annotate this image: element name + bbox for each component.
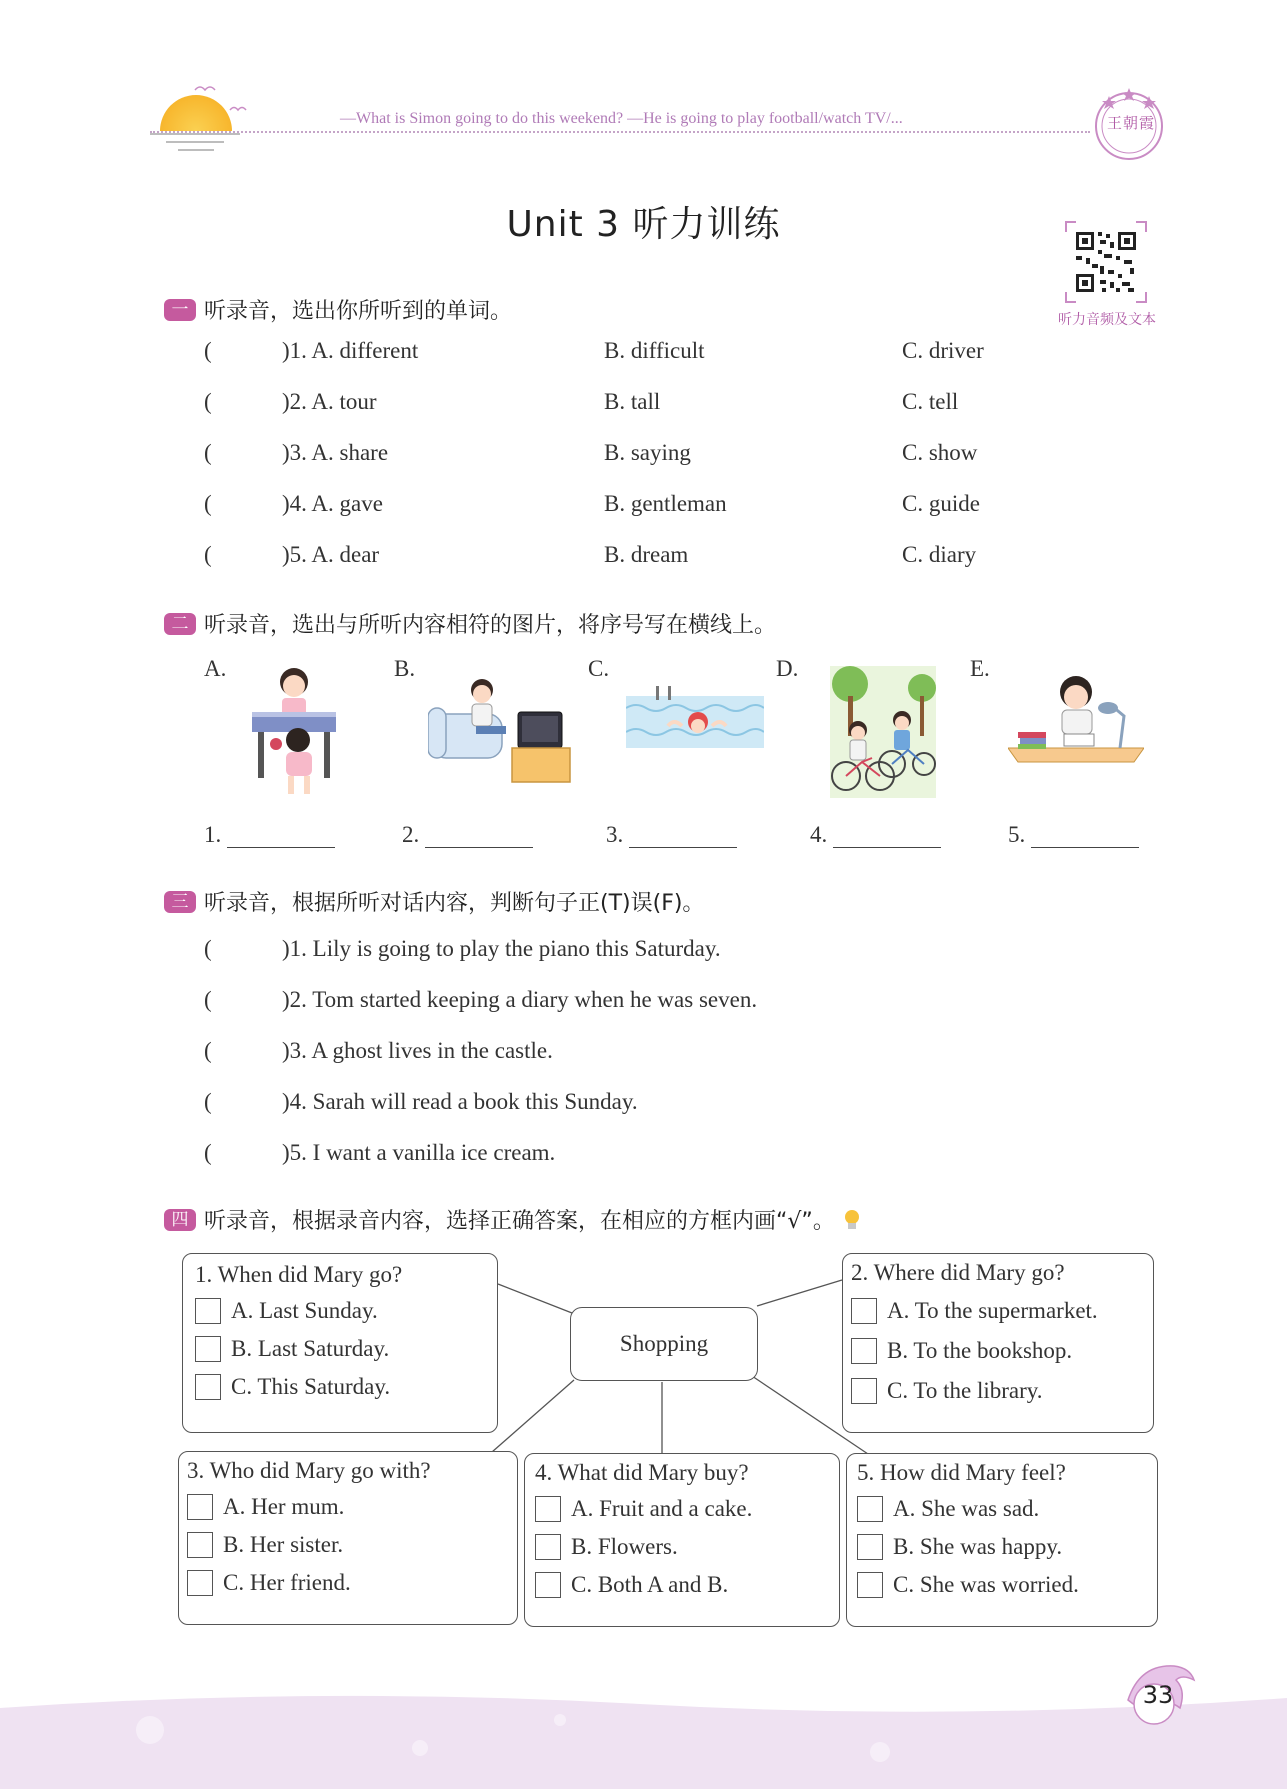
section-badge: 一 xyxy=(164,299,196,321)
question-box-1: 1. When did Mary go? A. Last Sunday. B. Last Saturday. C. This Saturday. xyxy=(182,1253,498,1433)
checkbox[interactable] xyxy=(195,1298,221,1324)
section-2-title: 听录音，选出与所听内容相符的图片，将序号写在横线上。 xyxy=(204,613,777,638)
checkbox[interactable] xyxy=(851,1298,877,1324)
checkbox[interactable] xyxy=(857,1572,883,1598)
section-1-title: 听录音，选出你所听到的单词。 xyxy=(204,299,513,324)
footer-wave xyxy=(0,1690,1287,1789)
checkbox[interactable] xyxy=(187,1570,213,1596)
checkbox[interactable] xyxy=(195,1336,221,1362)
answer-paren[interactable]: ( xyxy=(204,389,212,414)
answer-paren[interactable]: ( xyxy=(204,1140,212,1165)
option-a: )2. A. tour xyxy=(282,389,377,414)
answer-line-4[interactable]: 4. xyxy=(810,822,941,848)
statement: )4. Sarah will read a book this Sunday. xyxy=(282,1089,638,1114)
option-c: C. guide xyxy=(902,491,980,516)
seal-text: 王朝霞 xyxy=(1107,116,1156,132)
answer-paren[interactable]: ( xyxy=(204,987,212,1012)
question-text: 4. What did Mary buy? xyxy=(535,1460,749,1485)
checkbox[interactable] xyxy=(851,1338,877,1364)
question-box-2: 2. Where did Mary go? A. To the supermarket. B. To the bookshop. C. To the library. xyxy=(842,1253,1154,1433)
answer-paren[interactable]: ( xyxy=(204,1089,212,1114)
option-b: B. saying xyxy=(604,440,691,465)
answer-line-2[interactable]: 2. xyxy=(402,822,533,848)
section-badge: 四 xyxy=(164,1209,196,1231)
statement: )5. I want a vanilla ice cream. xyxy=(282,1140,556,1165)
picture-label: C. xyxy=(588,656,610,681)
checkbox[interactable] xyxy=(857,1496,883,1522)
option-b: B. difficult xyxy=(604,338,705,363)
picture-label: E. xyxy=(970,656,990,681)
option-b: B. tall xyxy=(604,389,661,414)
answer-paren[interactable]: ( xyxy=(204,936,212,961)
option-a: )4. A. gave xyxy=(282,491,383,516)
question-box-5: 5. How did Mary feel? A. She was sad. B. She was happy. C. She was worried. xyxy=(846,1453,1158,1627)
center-label: Shopping xyxy=(619,1331,709,1356)
answer-paren[interactable]: ( xyxy=(204,491,212,516)
question-text: 2. Where did Mary go? xyxy=(851,1260,1065,1285)
shopping-center-box xyxy=(570,1307,758,1381)
answer-line-5[interactable]: 5. xyxy=(1008,822,1139,848)
header-text: —What is Simon going to do this weekend? —He is going to play football/watch TV/... xyxy=(340,110,903,127)
checkbox[interactable] xyxy=(187,1494,213,1520)
option-b: B. gentleman xyxy=(604,491,727,516)
question-text: 3. Who did Mary go with? xyxy=(187,1458,431,1483)
statement: )1. Lily is going to play the piano this Saturday. xyxy=(282,936,721,961)
option-a: )3. A. share xyxy=(282,440,389,465)
option-c: C. tell xyxy=(902,389,959,414)
checkbox[interactable] xyxy=(535,1572,561,1598)
checkbox[interactable] xyxy=(187,1532,213,1558)
checkbox[interactable] xyxy=(535,1534,561,1560)
checkbox[interactable] xyxy=(195,1374,221,1400)
statement: )2. Tom started keeping a diary when he was seven. xyxy=(282,987,758,1012)
option-c: C. driver xyxy=(902,338,984,363)
answer-paren[interactable]: ( xyxy=(204,338,212,363)
checkbox[interactable] xyxy=(851,1378,877,1404)
checkbox[interactable] xyxy=(535,1496,561,1522)
answer-paren[interactable]: ( xyxy=(204,542,212,567)
answer-line-1[interactable]: 1. xyxy=(204,822,335,848)
answer-paren[interactable]: ( xyxy=(204,440,212,465)
question-text: 1. When did Mary go? xyxy=(195,1262,403,1287)
option-c: C. show xyxy=(902,440,978,465)
option-c: C. diary xyxy=(902,542,977,567)
page-title: Unit 3 听力训练 xyxy=(506,204,781,245)
question-text: 5. How did Mary feel? xyxy=(857,1460,1066,1485)
answer-paren[interactable]: ( xyxy=(204,1038,212,1063)
section-4-title: 听录音，根据录音内容，选择正确答案，在相应的方框内画“√”。 xyxy=(204,1209,835,1234)
picture-label: A. xyxy=(204,656,227,681)
question-box-4: 4. What did Mary buy? A. Fruit and a cake. B. Flowers. C. Both A and B. xyxy=(524,1453,840,1627)
section-badge: 二 xyxy=(164,613,196,635)
picture-label: D. xyxy=(776,656,799,681)
section-3-title: 听录音，根据所听对话内容，判断句子正(T)误(F)。 xyxy=(204,891,705,916)
option-a: )1. A. different xyxy=(282,338,419,363)
qr-caption: 听力音频及文本 xyxy=(1058,312,1156,328)
section-badge: 三 xyxy=(164,891,196,913)
answer-line-3[interactable]: 3. xyxy=(606,822,737,848)
picture-label: B. xyxy=(394,656,416,681)
option-b: B. dream xyxy=(604,542,689,567)
option-a: )5. A. dear xyxy=(282,542,380,567)
statement: )3. A ghost lives in the castle. xyxy=(282,1038,553,1063)
page-number: 33 xyxy=(1142,1681,1174,1709)
question-box-3: 3. Who did Mary go with? A. Her mum. B. Her sister. C. Her friend. xyxy=(178,1451,518,1625)
checkbox[interactable] xyxy=(857,1534,883,1560)
